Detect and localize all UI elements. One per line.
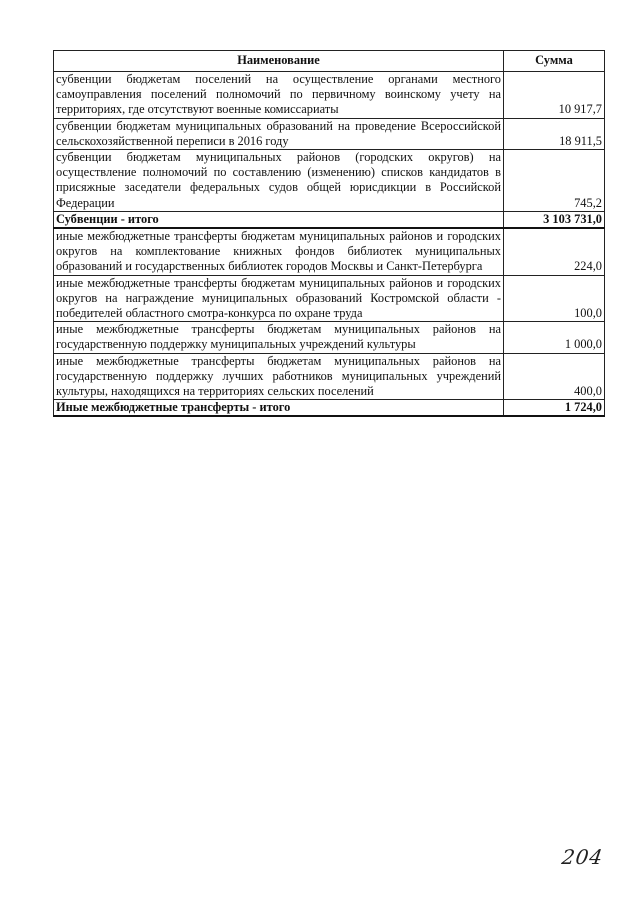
row-name: иные межбюджетные трансферты бюджетам муниципальных районов и городских округов на награждение муниципальных образований Костромской области - победителей областного смотра-конкурса по охране труда — [54, 275, 504, 322]
header-name: Наименование — [54, 51, 504, 72]
table-row — [54, 228, 605, 275]
row-name: субвенции бюджетам муниципальных образований на проведение Всероссийской сельскохозяйственной переписи в 2016 году — [54, 118, 504, 149]
row-name: иные межбюджетные трансферты бюджетам муниципальных районов на государственную поддержку лучших работников муниципальных учреждений культуры, находящихся на территориях сельских поселений — [54, 353, 504, 400]
row-name: Субвенции - итого — [54, 211, 504, 228]
row-sum: 400,0 — [504, 353, 605, 400]
row-name: иные межбюджетные трансферты бюджетам муниципальных районов на государственную поддержку муниципальных учреждений культуры — [54, 322, 504, 353]
row-name: субвенции бюджетам муниципальных районов (городских округов) на осуществление полномочий по составлению (изменению) списков кандидатов в присяжные заседатели федеральных судов общей юрисдикции в Российской Федерации — [54, 150, 504, 212]
row-sum: 10 917,7 — [504, 72, 605, 119]
table-row — [54, 275, 605, 322]
page-number: 204 — [560, 845, 605, 869]
row-name: субвенции бюджетам поселений на осуществление органами местного самоуправления поселений полномочий по первичному воинскому учету на территориях, где отсутствуют военные комиссариаты — [54, 72, 504, 119]
table-row — [54, 322, 605, 353]
row-sum: 224,0 — [504, 228, 605, 275]
header-sum: Сумма — [504, 51, 605, 72]
row-sum: 745,2 — [504, 150, 605, 212]
table-total-row — [54, 211, 605, 228]
table-row — [54, 353, 605, 400]
table-row — [54, 72, 605, 119]
budget-table — [53, 50, 605, 417]
table-header-row — [54, 51, 605, 72]
row-sum: 1 000,0 — [504, 322, 605, 353]
row-sum: 100,0 — [504, 275, 605, 322]
table-row — [54, 118, 605, 149]
row-name: Иные межбюджетные трансферты - итого — [54, 400, 504, 417]
row-sum: 18 911,5 — [504, 118, 605, 149]
table-total-row — [54, 400, 605, 417]
table-row — [54, 150, 605, 212]
row-sum: 1 724,0 — [504, 400, 605, 417]
table-body — [54, 72, 605, 417]
row-sum: 3 103 731,0 — [504, 211, 605, 228]
row-name: иные межбюджетные трансферты бюджетам муниципальных районов и городских округов на комплектование книжных фондов библиотек муниципальных образований и государственных библиотек городов Москвы и Санкт-Петербурга — [54, 228, 504, 275]
